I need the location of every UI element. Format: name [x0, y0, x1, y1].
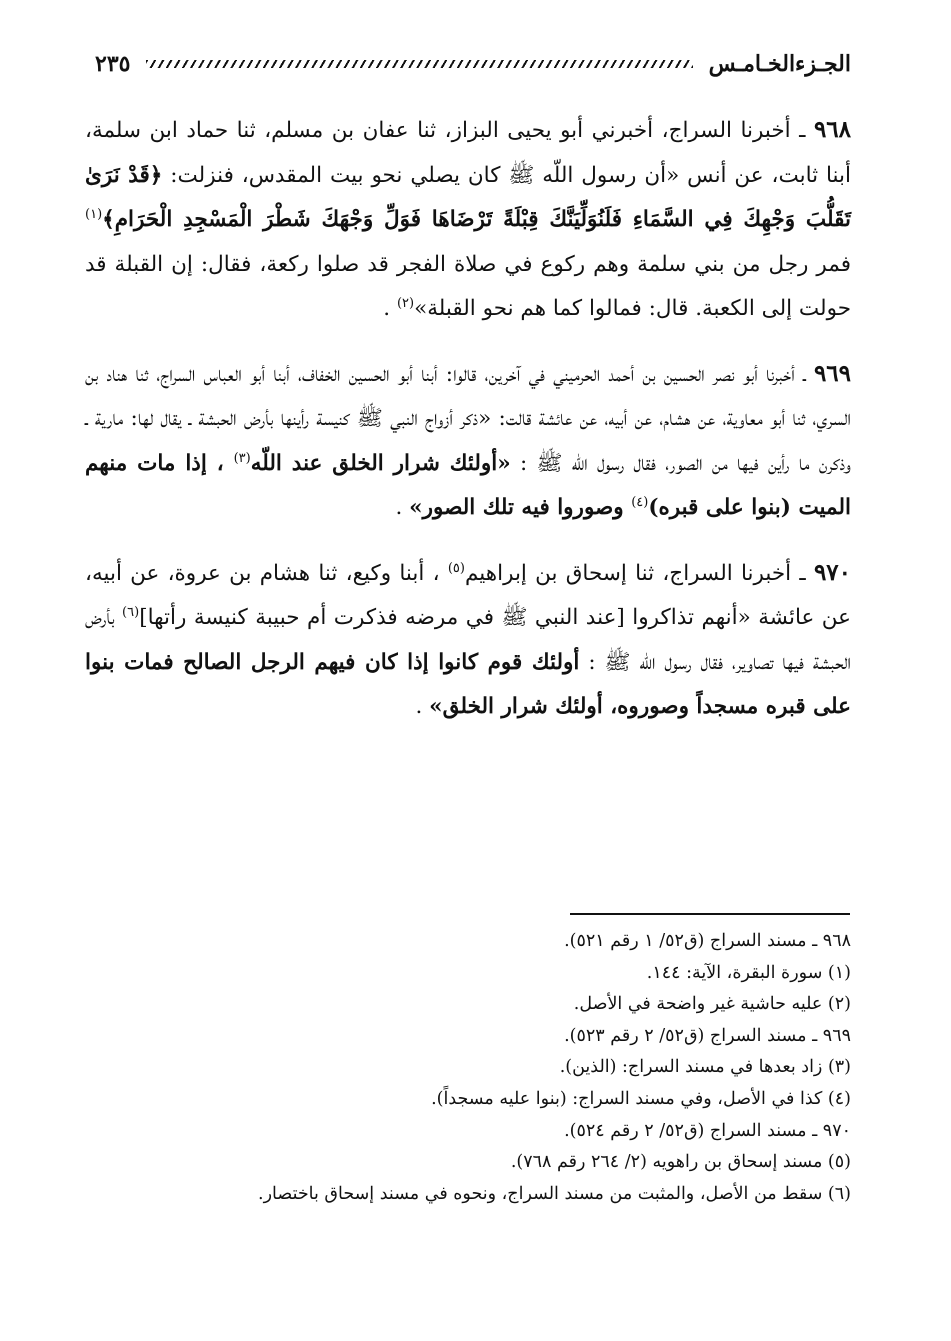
running-title: الجـزءالخـامـس [708, 51, 851, 77]
page-header [95, 44, 851, 84]
footnote-3: (٣) زاد بعدها في مسند السراج: (الذين). [559, 1057, 851, 1078]
hadith-number: ٩٦٩ [813, 359, 851, 387]
hadith-text: ، أبنا وكيع، ثنا هشام بن عروة، عن أبيه، عن عائشة «أنهم تذاكروا [عند النبي ﷺ في مرضه فذكرت أم حبيبة كنيسة رأتها] [85, 560, 851, 630]
hadith-text: بأرض الحبشة فيها تصاوير، فقال رسول اللّه ﷺ : [85, 605, 851, 675]
hadith-end: . [415, 694, 430, 719]
footnote-4: (٤) كذا في الأصل، وفي مسند السراج: (بنوا عليه مسجداً). [431, 1088, 851, 1109]
footnote-source-969: ٩٦٩ ـ مسند السراج (ق٥٢/ ٢ رقم ٥٢٣). [564, 1025, 851, 1046]
footnote-marker: (٢) [396, 295, 415, 311]
hadith-text: أخبرنا السراج، أخبرني أبو يحيى البزاز، ثنا عفان بن مسلم، ثنا حماد ابن سلمة، أبنا ثابت، عن أنس «أن رسول اللّه ﷺ كان يصلي نحو بيت المقدس، فنزلت: [85, 118, 852, 188]
footnote-source-968: ٩٦٨ ـ مسند السراج (ق٥٢/ ١ رقم ٥٢١). [564, 931, 851, 951]
main-text [85, 108, 851, 750]
hadith-number: ٩٧٠ [813, 558, 852, 586]
hadith-end: . [395, 495, 410, 520]
number-dash: ـ [794, 361, 814, 387]
footnote-marker: (٦) [122, 604, 140, 620]
footnote-marker: (٥) [447, 560, 465, 576]
hadith-end: . [383, 296, 397, 321]
footnote-separator [570, 913, 850, 915]
hadith-matn: أولئك قوم كانوا إذا كان فيهم الرجل الصالح فمات بنوا على قبره مسجداً وصوروه، أولئك شرار الخلق» [85, 649, 851, 719]
footnote-marker: (٤) [631, 494, 649, 510]
hadith-matn: ، إذا مات منهم الميت (بنوا على قبره) [85, 450, 851, 520]
hadith-matn: «أولئك شرار الخلق عند اللّه [250, 450, 511, 476]
hadith-matn: وصوروا فيه تلك الصور» [409, 495, 632, 520]
footnote-5: (٥) مسند إسحاق بن راهويه (٢/ ٢٦٤ رقم ٧٦٨). [510, 1152, 851, 1173]
footnote-source-970: ٩٧٠ ـ مسند السراج (ق٥٢/ ٢ رقم ٥٢٤). [564, 1120, 851, 1141]
footnote-marker: (٣) [233, 450, 251, 466]
footnote-1: (١) سورة البقرة، الآية: ١٤٤. [646, 962, 851, 983]
footnote-marker: (١) [85, 206, 103, 222]
number-dash: ـ [790, 118, 814, 143]
page-number: ٢٣٥ [95, 51, 131, 77]
hadith-970 [85, 551, 851, 730]
hadith-969 [85, 352, 851, 531]
footnote-6: (٦) سقط من الأصل، والمثبت من مسند السراج، ونحوه في مسند إسحاق باختصار. [258, 1183, 851, 1204]
header-rule [146, 60, 692, 68]
hadith-text: فمر رجل من بني سلمة وهم ركوع في صلاة الفجر قد صلوا ركعة، فقال: إن القبلة قد حولت إلى الكعبة. قال: فمالوا كما هم نحو القبلة» [85, 251, 851, 321]
hadith-text: أخبرنا السراج، ثنا إسحاق بن إبراهيم [464, 560, 792, 586]
number-dash: ـ [791, 560, 814, 586]
hadith-968 [85, 108, 851, 332]
quran-verse: ﴿قَدْ نَرَىٰ تَقَلُّبَ وَجْهِكَ فِي السَّمَاءِ فَلَنُوَلِّيَنَّكَ قِبْلَةً تَرْضَاهَا فَوَلِّ وَجْهَكَ شَطْرَ الْمَسْجِدِ الْحَرَامِ﴾ [85, 162, 851, 232]
footnote-2: (٢) عليه حاشية غير واضحة في الأصل. [573, 994, 851, 1015]
hadith-text: أخبرنا أبو نصر الحسين بن أحمد الحرميني في آخرين، قالوا: أبنا أبو الحسين الخفاف، أبنا أبو العباس السراج، ثنا هناد بن السري، ثنا أبو معاوية، عن هشام، عن أبيه، عن عائشة قالت: «ذكر أزواج النبي ﷺ كنيسة رأينها بأرض الحبشة ـ يقال لها: مارية ـ وذكرن ما رأين فيها من الصور، فقال رسول اللّه ﷺ : [85, 361, 851, 476]
footnotes [120, 926, 851, 1210]
hadith-number: ٩٦٨ [813, 116, 852, 143]
